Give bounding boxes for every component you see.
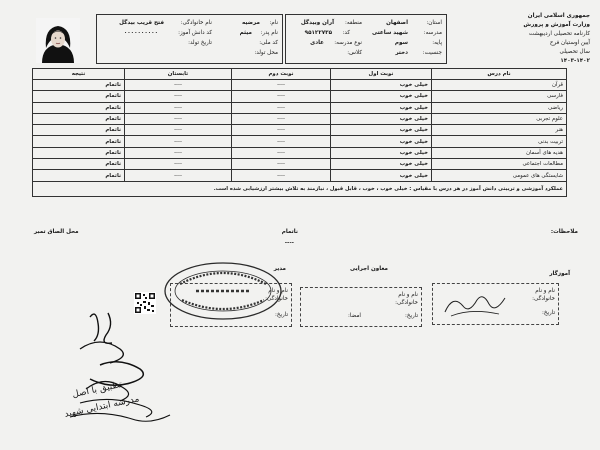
result-cell: ناتمام: [33, 80, 125, 91]
first-term-cell: خیلی خوب: [331, 147, 432, 158]
teacher-title: آموزگار: [549, 271, 570, 277]
region-value: آران وبیدگل: [300, 20, 334, 26]
republic-title: جمهوری اسلامی ایران: [527, 13, 590, 19]
result-cell: ناتمام: [33, 170, 125, 181]
header-first-term: نوبت اول: [331, 69, 432, 80]
teacher-date-label: تاریخ:: [541, 310, 555, 316]
summer-cell: ----: [125, 136, 232, 147]
table-row: [33, 170, 567, 181]
summer-cell: ----: [125, 102, 232, 113]
result-cell: ناتمام: [33, 147, 125, 158]
principal-name-label: نام و نام: [268, 288, 288, 294]
header-second-term: نوبت دوم: [232, 69, 331, 80]
second-term-cell: ----: [232, 170, 331, 181]
student-photo: [36, 18, 80, 63]
table-row: [33, 147, 567, 158]
summer-cell: ----: [125, 91, 232, 102]
summer-cell: ----: [125, 125, 232, 136]
family-value: فتح قریب بیدگل: [119, 20, 164, 26]
subject-cell: علوم تجربی: [432, 113, 567, 124]
first-term-cell: خیلی خوب: [331, 91, 432, 102]
student-info-box: [96, 14, 283, 64]
table-row: [33, 136, 567, 147]
teacher-signature-icon: [441, 288, 511, 320]
subject-cell: شایستگی های عمومی: [432, 170, 567, 181]
deputy-sign-label: امضا:: [348, 313, 361, 319]
school-info-box: [285, 14, 447, 64]
result-cell: ناتمام: [33, 91, 125, 102]
second-term-cell: ----: [232, 102, 331, 113]
deputy-title: معاون اجرایی: [349, 266, 388, 272]
second-term-cell: ----: [232, 136, 331, 147]
handwriting-line-1: تطبیق با اصل: [71, 379, 124, 401]
ministry-title: وزارت آموزش و پرورش: [523, 22, 590, 28]
teacher-name-label: نام و نام: [535, 288, 555, 294]
evaluation-summary: عملکرد آموزشی و تربیتی دانش آموز در هر درس با مقیاس : خیلی خوب ، خوب ، قابل قبول ، نیازمند به تلاش بیشتر ارزشیابی شده است.: [33, 181, 567, 196]
grades-table: [32, 68, 567, 197]
header-summer: تابستان: [125, 69, 232, 80]
class-label: کلاس:: [347, 50, 362, 56]
deputy-signature-box: [300, 287, 422, 327]
second-term-cell: ----: [232, 113, 331, 124]
grade-value: سوم: [394, 40, 408, 46]
result-cell: ناتمام: [33, 136, 125, 147]
header-result: نتیجه: [33, 69, 125, 80]
table-header-row: [33, 69, 567, 80]
summer-cell: ----: [125, 170, 232, 181]
office-title: کارنامه تحصیلی اردیبهشت: [528, 31, 590, 37]
deputy-family-label: خانوادگی:: [395, 300, 418, 306]
name-label: نام:: [269, 20, 278, 26]
region-label: منطقه:: [345, 20, 362, 26]
province-value: اصفهان: [386, 20, 408, 26]
table-row: [33, 113, 567, 124]
school-type-label: نوع مدرسه:: [334, 40, 362, 46]
table-row: [33, 91, 567, 102]
first-term-cell: خیلی خوب: [331, 125, 432, 136]
subject-cell: ریاضی: [432, 102, 567, 113]
summer-cell: ----: [125, 147, 232, 158]
table-row: [33, 80, 567, 91]
subject-cell: قرآن: [432, 80, 567, 91]
deputy-date-label: تاریخ:: [404, 313, 418, 319]
subject-cell: هدیه های آسمان: [432, 147, 567, 158]
principal-date-label: تاریخ:: [274, 312, 288, 318]
gender-label: جنسیت:: [422, 50, 442, 56]
subject-cell: مطالعات اجتماعی: [432, 159, 567, 170]
subject-cell: فارسی: [432, 91, 567, 102]
school-year: ۱۴۰۳-۱۴۰۲: [560, 58, 590, 64]
notes-label: ملاحظات:: [550, 229, 578, 235]
status-value: ----: [284, 240, 294, 246]
first-term-cell: خیلی خوب: [331, 159, 432, 170]
gender-value: دختر: [395, 50, 408, 56]
student-code-value: ۰۰۰۰۰۰۰۰۰۰: [123, 30, 158, 36]
principal-family-label: خانوادگی:: [265, 296, 288, 302]
school-type-value: عادی: [310, 40, 324, 46]
school-label: مدرسه:: [423, 30, 442, 36]
summer-cell: ----: [125, 80, 232, 91]
birth-date-label: تاریخ تولد:: [188, 40, 212, 46]
table-row: [33, 102, 567, 113]
teacher-signature-box: [432, 283, 559, 325]
result-cell: ناتمام: [33, 113, 125, 124]
national-code-label: کد ملی:: [259, 40, 278, 46]
subject-cell: تربیت بدنی: [432, 136, 567, 147]
principal-title: مدیر: [273, 266, 286, 272]
father-label: نام پدر:: [260, 30, 278, 36]
result-cell: ناتمام: [33, 159, 125, 170]
year-label: سال تحصیلی: [559, 49, 590, 55]
handwriting-line-2: مدرسه ابتدایی شهید: [63, 394, 141, 420]
student-code-label: کد دانش آموز:: [178, 30, 212, 36]
table-row: [33, 159, 567, 170]
second-term-cell: ----: [232, 80, 331, 91]
province-label: استان:: [426, 20, 442, 26]
header-subject: نام درس: [432, 69, 567, 80]
term-title: آیین اوستیان فرح: [549, 40, 590, 46]
name-value: مرضیه: [241, 20, 260, 26]
family-label: نام خانوادگی:: [180, 20, 212, 26]
second-term-cell: ----: [232, 125, 331, 136]
code-label: کد:: [342, 30, 350, 36]
school-value: شهید ساعتی: [371, 30, 408, 36]
subject-cell: هنر: [432, 125, 567, 136]
first-term-cell: خیلی خوب: [331, 136, 432, 147]
second-term-cell: ----: [232, 91, 331, 102]
first-term-cell: خیلی خوب: [331, 80, 432, 91]
birth-place-label: محل تولد:: [254, 50, 278, 56]
table-row: [33, 125, 567, 136]
summer-cell: ----: [125, 113, 232, 124]
first-term-cell: خیلی خوب: [331, 102, 432, 113]
code-value: ۹۵۱۲۲۷۳۵: [304, 30, 332, 36]
first-term-cell: خیلی خوب: [331, 170, 432, 181]
status-label: ناتمام: [281, 229, 298, 235]
teacher-family-label: خانوادگی:: [532, 296, 555, 302]
father-value: میثم: [239, 30, 252, 36]
second-term-cell: ----: [232, 159, 331, 170]
first-term-cell: خیلی خوب: [331, 113, 432, 124]
table-summary-row: [33, 181, 567, 196]
result-cell: ناتمام: [33, 125, 125, 136]
summer-cell: ----: [125, 159, 232, 170]
repair-place-label: محل الصاق تمبر: [34, 229, 79, 235]
result-cell: ناتمام: [33, 102, 125, 113]
grade-label: پایه:: [432, 40, 442, 46]
second-term-cell: ----: [232, 147, 331, 158]
deputy-name-label: نام و نام: [398, 292, 418, 298]
